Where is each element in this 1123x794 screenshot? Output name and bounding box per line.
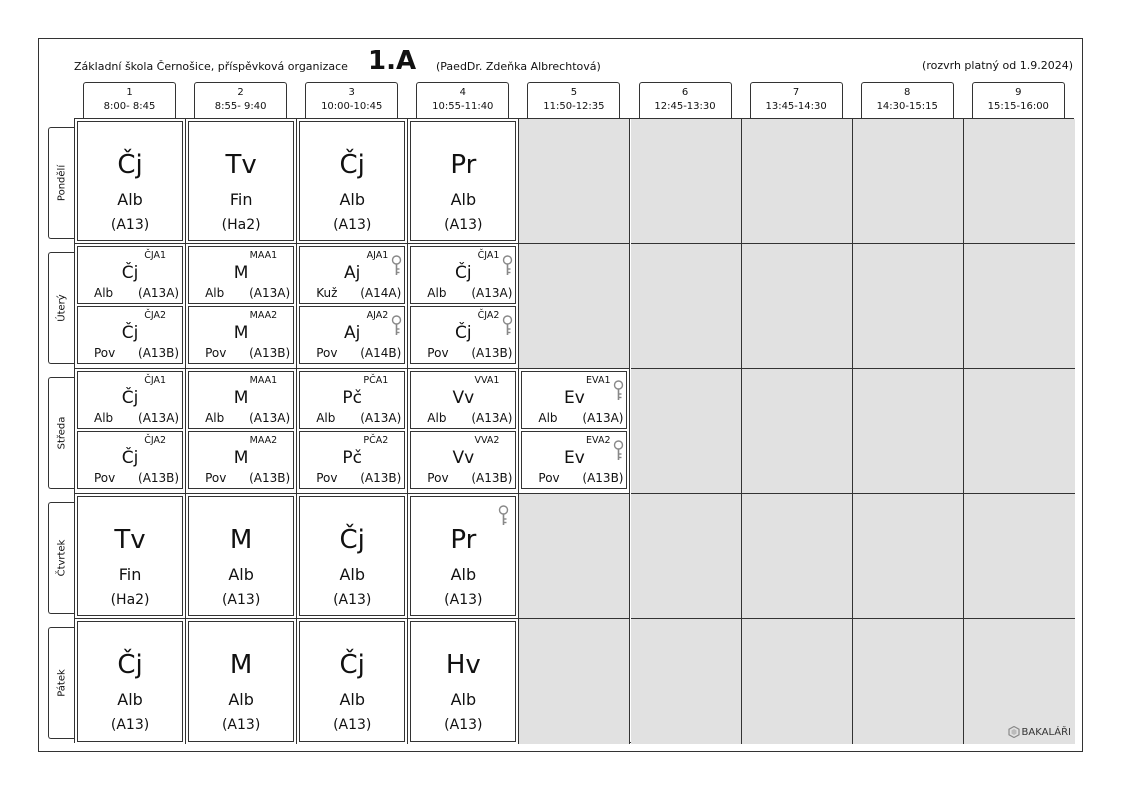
lesson-subject: M — [233, 448, 249, 468]
period-header-8 — [861, 82, 954, 118]
lesson-subject: Vv — [452, 448, 475, 468]
lesson-teacher: Alb — [94, 411, 114, 425]
group-lesson-card[interactable] — [521, 371, 627, 429]
lesson-room: (A13) — [333, 717, 372, 733]
day-name: Pátek — [56, 669, 67, 697]
lesson-room: (A13A) — [138, 286, 180, 300]
period-number: 8 — [904, 87, 911, 98]
period-number: 3 — [348, 87, 355, 98]
lesson-subject: M — [233, 263, 249, 283]
lesson-teacher: Alb — [339, 565, 365, 584]
lesson-subject: M — [233, 388, 249, 408]
lesson-card[interactable] — [410, 496, 516, 616]
empty-slot — [853, 494, 964, 619]
lesson-room: (A13A) — [471, 411, 513, 425]
lesson-teacher: Alb — [94, 286, 114, 300]
lesson-teacher: Alb — [117, 690, 143, 709]
group-lesson-card[interactable] — [521, 431, 627, 489]
lesson-subject: Čj — [455, 263, 472, 283]
lesson-room: (A13) — [221, 717, 261, 733]
empty-slot — [631, 244, 742, 369]
lesson-slot — [297, 244, 408, 369]
lesson-teacher: Alb — [316, 411, 336, 425]
lesson-room: (A13B) — [138, 471, 180, 485]
group-code: PČA1 — [363, 375, 389, 386]
group-lesson-card[interactable] — [188, 306, 294, 364]
lesson-slot — [186, 494, 297, 619]
lesson-slot — [408, 369, 519, 494]
lesson-room: (A13B) — [360, 471, 402, 485]
group-lesson-card[interactable] — [188, 431, 294, 489]
lesson-room: (A13B) — [471, 471, 513, 485]
lesson-subject: M — [229, 650, 253, 680]
empty-slot — [519, 494, 630, 619]
key-icon — [613, 380, 624, 406]
group-lesson-card[interactable] — [410, 431, 516, 489]
lesson-slot — [408, 119, 519, 244]
lesson-card[interactable] — [77, 496, 183, 616]
lesson-teacher: Alb — [427, 286, 447, 300]
lesson-room: (A13B) — [471, 346, 513, 360]
lesson-card[interactable] — [299, 496, 405, 616]
group-code: EVA1 — [586, 375, 611, 386]
timetable-grid — [74, 118, 1074, 743]
day-header — [48, 627, 74, 739]
period-number: 7 — [792, 87, 800, 98]
group-lesson-card[interactable] — [188, 246, 294, 304]
group-code: ČJA2 — [144, 435, 167, 446]
empty-slot — [742, 244, 853, 369]
lesson-teacher: Kuž — [316, 286, 338, 300]
lesson-teacher: Alb — [228, 565, 254, 584]
empty-slot — [519, 119, 630, 244]
lesson-card[interactable] — [410, 121, 516, 241]
group-code: ČJA1 — [144, 375, 167, 386]
lesson-subject: Čj — [121, 388, 139, 408]
lesson-room: (A13) — [444, 217, 483, 233]
period-header-1 — [83, 82, 176, 118]
period-header-6 — [639, 82, 732, 118]
group-code: VVA1 — [474, 375, 500, 386]
lesson-room: (A13B) — [582, 471, 624, 485]
period-time: 13:45-14:30 — [765, 101, 827, 112]
lesson-room: (A14A) — [360, 286, 402, 300]
lesson-subject: Pr — [450, 150, 477, 180]
group-code: EVA2 — [586, 435, 611, 446]
lesson-teacher: Alb — [450, 565, 477, 584]
empty-slot — [631, 119, 742, 244]
group-lesson-card[interactable] — [410, 246, 516, 304]
lesson-card[interactable] — [299, 121, 405, 241]
lesson-slot — [75, 369, 186, 494]
group-lesson-card[interactable] — [299, 431, 405, 489]
group-lesson-card[interactable] — [410, 371, 516, 429]
key-icon — [502, 315, 513, 341]
bakalari-logo-icon — [1008, 726, 1020, 738]
lesson-room: (A13A) — [249, 411, 291, 425]
lesson-subject: Pč — [342, 448, 363, 468]
period-number: 6 — [681, 87, 689, 98]
period-number: 9 — [1015, 87, 1022, 98]
key-icon — [391, 315, 402, 341]
period-time: 10:55-11:40 — [432, 101, 494, 112]
empty-slot — [631, 369, 742, 494]
lesson-card[interactable] — [410, 621, 516, 742]
lesson-room: (A13) — [444, 592, 483, 608]
lesson-room: (A13) — [110, 217, 150, 233]
bakalari-logo-text: BAKALÁŘI — [1021, 727, 1071, 738]
class-teacher: (PaedDr. Zdeňka Albrechtová) — [436, 60, 601, 73]
lesson-subject: Čj — [121, 263, 139, 283]
lesson-teacher: Pov — [427, 471, 449, 485]
group-code: MAA2 — [249, 435, 278, 446]
lesson-room: (A13) — [333, 217, 372, 233]
lesson-teacher: Alb — [450, 190, 477, 209]
lesson-teacher: Alb — [450, 690, 477, 709]
lesson-subject: Tv — [114, 525, 146, 555]
group-code: PČA2 — [363, 435, 389, 446]
empty-slot — [853, 119, 964, 244]
empty-slot — [964, 119, 1075, 244]
empty-slot — [742, 119, 853, 244]
lesson-teacher: Fin — [229, 190, 253, 209]
lesson-room: (Ha2) — [221, 217, 261, 233]
lesson-teacher: Fin — [118, 565, 142, 584]
lesson-subject: Aj — [344, 263, 361, 283]
lesson-teacher: Pov — [427, 346, 449, 360]
bakalari-logo — [1008, 726, 1071, 738]
group-code: ČJA1 — [144, 250, 167, 261]
period-header-9 — [972, 82, 1065, 118]
lesson-slot — [297, 369, 408, 494]
lesson-subject: M — [229, 525, 253, 555]
empty-slot — [519, 244, 630, 369]
key-icon — [391, 255, 402, 281]
period-time: 8:00- 8:45 — [103, 101, 156, 112]
empty-slot — [742, 494, 853, 619]
group-code: ČJA2 — [477, 310, 500, 321]
lesson-slot — [75, 619, 186, 744]
lesson-room: (A13) — [333, 592, 372, 608]
lesson-room: (A13) — [110, 717, 150, 733]
lesson-card[interactable] — [77, 121, 183, 241]
key-icon — [502, 255, 513, 281]
period-number: 2 — [237, 87, 244, 98]
lesson-slot — [75, 119, 186, 244]
day-name: Středa — [56, 416, 67, 450]
day-header — [48, 377, 74, 489]
lesson-room: (Ha2) — [110, 592, 150, 608]
period-header-2 — [194, 82, 287, 118]
lesson-teacher: Pov — [538, 471, 560, 485]
group-code: MAA2 — [249, 310, 278, 321]
period-number: 1 — [126, 87, 133, 98]
empty-slot — [964, 244, 1075, 369]
lesson-slot — [297, 119, 408, 244]
lesson-room: (A13A) — [360, 411, 402, 425]
day-name: Čtvrtek — [56, 539, 67, 577]
lesson-slot — [75, 494, 186, 619]
day-header — [48, 127, 74, 239]
period-time: 12:45-13:30 — [654, 101, 716, 112]
group-code: ČJA2 — [144, 310, 167, 321]
group-lesson-card[interactable] — [188, 371, 294, 429]
group-lesson-card[interactable] — [77, 306, 183, 364]
group-lesson-card[interactable] — [299, 246, 405, 304]
lesson-slot — [408, 619, 519, 744]
lesson-room: (A13B) — [249, 471, 291, 485]
empty-slot — [853, 369, 964, 494]
lesson-room: (A13A) — [249, 286, 291, 300]
lesson-subject: Čj — [339, 650, 365, 680]
group-lesson-card[interactable] — [77, 246, 183, 304]
lesson-subject: Čj — [339, 150, 365, 180]
lesson-teacher: Alb — [205, 286, 225, 300]
empty-slot — [742, 369, 853, 494]
lesson-room: (A13) — [221, 592, 261, 608]
group-lesson-card[interactable] — [299, 371, 405, 429]
lesson-subject: Čj — [455, 323, 472, 343]
lesson-card[interactable] — [188, 621, 294, 742]
group-code: AJA2 — [366, 310, 389, 321]
lesson-card[interactable] — [188, 121, 294, 241]
lesson-subject: Čj — [121, 448, 139, 468]
lesson-room: (A13A) — [582, 411, 624, 425]
lesson-subject: Tv — [225, 150, 257, 180]
school-name: Základní škola Černošice, příspěvková organizace — [74, 60, 348, 73]
lesson-teacher: Alb — [205, 411, 225, 425]
lesson-room: (A13B) — [138, 346, 180, 360]
empty-slot — [742, 619, 853, 744]
lesson-subject: Ev — [564, 388, 585, 408]
period-time: 14:30-15:15 — [876, 101, 938, 112]
lesson-teacher: Alb — [339, 190, 365, 209]
period-header-3 — [305, 82, 398, 118]
lesson-slot — [408, 494, 519, 619]
group-lesson-card[interactable] — [410, 306, 516, 364]
day-name: Pondělí — [56, 164, 67, 202]
lesson-teacher: Pov — [205, 346, 227, 360]
lesson-teacher: Pov — [205, 471, 227, 485]
empty-slot — [853, 244, 964, 369]
empty-slot — [853, 619, 964, 744]
lesson-slot — [297, 619, 408, 744]
key-icon — [613, 440, 624, 466]
lesson-subject: Hv — [445, 650, 481, 680]
lesson-subject: Vv — [452, 388, 475, 408]
lesson-teacher: Alb — [228, 690, 254, 709]
lesson-subject: Čj — [117, 650, 143, 680]
lesson-subject: Pr — [450, 525, 477, 555]
lesson-slot — [186, 369, 297, 494]
lesson-card[interactable] — [188, 496, 294, 616]
group-code: MAA1 — [249, 375, 278, 386]
lesson-teacher: Alb — [427, 411, 447, 425]
lesson-subject: Čj — [121, 323, 139, 343]
lesson-slot — [519, 369, 630, 494]
group-code: MAA1 — [249, 250, 278, 261]
group-code: VVA2 — [474, 435, 500, 446]
lesson-teacher: Alb — [117, 190, 143, 209]
lesson-teacher: Pov — [316, 346, 338, 360]
period-time: 8:55- 9:40 — [214, 101, 267, 112]
period-time: 11:50-12:35 — [543, 101, 605, 112]
period-number: 4 — [459, 87, 466, 98]
lesson-subject: Čj — [339, 525, 365, 555]
period-header-7 — [750, 82, 843, 118]
lesson-teacher: Alb — [538, 411, 558, 425]
lesson-room: (A13A) — [471, 286, 513, 300]
lesson-slot — [75, 244, 186, 369]
period-header-5 — [527, 82, 620, 118]
period-time: 15:15-16:00 — [987, 101, 1049, 112]
lesson-teacher: Pov — [94, 471, 116, 485]
lesson-card[interactable] — [77, 621, 183, 742]
class-name: 1.A — [368, 46, 417, 76]
lesson-subject: M — [233, 323, 249, 343]
lesson-slot — [186, 619, 297, 744]
lesson-card[interactable] — [299, 621, 405, 742]
lesson-teacher: Pov — [316, 471, 338, 485]
day-name: Úterý — [56, 294, 67, 322]
day-header — [48, 502, 74, 614]
lesson-subject: Čj — [117, 150, 143, 180]
period-number: 5 — [570, 87, 578, 98]
empty-slot — [964, 494, 1075, 619]
group-lesson-card[interactable] — [299, 306, 405, 364]
lesson-room: (A14B) — [360, 346, 402, 360]
group-lesson-card[interactable] — [77, 431, 183, 489]
lesson-subject: Pč — [342, 388, 363, 408]
empty-slot — [519, 619, 630, 744]
period-time: 10:00-10:45 — [321, 101, 383, 112]
valid-from: (rozvrh platný od 1.9.2024) — [922, 59, 1073, 72]
period-header-4 — [416, 82, 509, 118]
empty-slot — [631, 494, 742, 619]
group-lesson-card[interactable] — [77, 371, 183, 429]
lesson-slot — [186, 244, 297, 369]
empty-slot — [964, 369, 1075, 494]
empty-slot — [631, 619, 742, 744]
lesson-subject: Ev — [564, 448, 585, 468]
lesson-slot — [297, 494, 408, 619]
key-icon — [498, 505, 509, 531]
group-code: ČJA1 — [477, 250, 500, 261]
lesson-room: (A13B) — [249, 346, 291, 360]
lesson-subject: Aj — [344, 323, 361, 343]
lesson-teacher: Pov — [94, 346, 116, 360]
lesson-slot — [408, 244, 519, 369]
group-code: AJA1 — [366, 250, 389, 261]
lesson-teacher: Alb — [339, 690, 365, 709]
day-header — [48, 252, 74, 364]
lesson-room: (A13A) — [138, 411, 180, 425]
lesson-room: (A13) — [444, 717, 483, 733]
lesson-slot — [186, 119, 297, 244]
